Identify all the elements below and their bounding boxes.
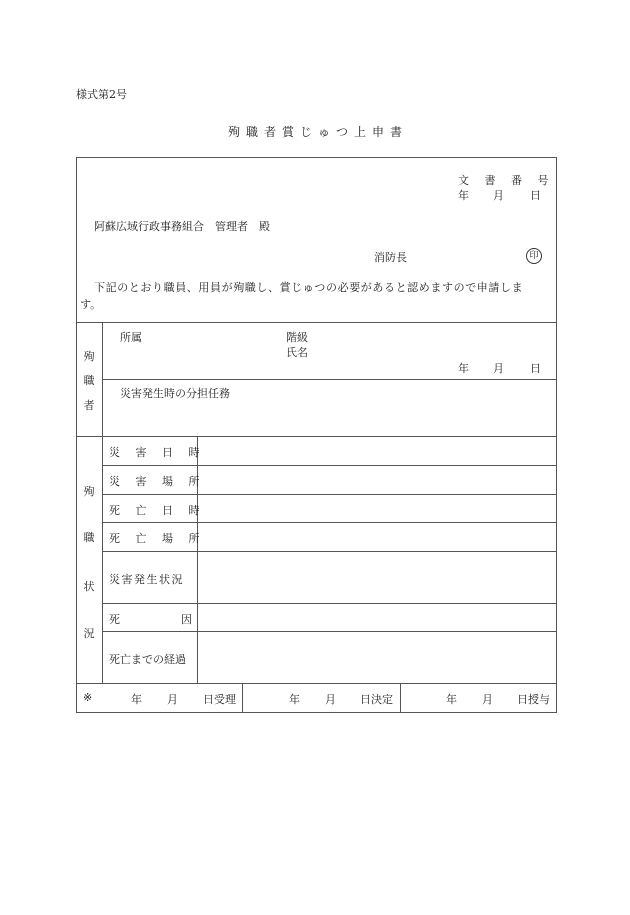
deceased-side-label-3: 者 — [83, 399, 95, 412]
row-label-disaster-situation: 災害発生状況 — [109, 573, 184, 586]
circumstances-side-label-4: 況 — [83, 627, 95, 640]
seal-mark — [526, 248, 542, 264]
death-date-year: 年 — [458, 362, 469, 375]
row-label-death-datetime: 死 亡 日 時 — [109, 504, 206, 517]
death-date-day: 日 — [530, 362, 541, 375]
row-label-cause-left: 死 — [109, 613, 120, 626]
awarded-year: 年 — [446, 693, 457, 706]
row-label-disaster-datetime: 災 害 日 時 — [109, 446, 206, 459]
circumstances-side-label-2: 職 — [83, 531, 95, 544]
row-label-death-place: 死 亡 場 所 — [109, 532, 206, 545]
deceased-side-label-2: 職 — [83, 374, 95, 387]
divider — [400, 683, 401, 712]
deceased-side-label-1: 殉 — [83, 350, 95, 363]
affiliation-label: 所属 — [120, 331, 142, 344]
name-label: 氏名 — [286, 346, 308, 359]
addressee: 阿蘇広域行政事務組合 管理者 殿 — [94, 220, 270, 233]
awarded-month: 月 — [482, 693, 493, 706]
applicant-title: 消防長 — [374, 251, 407, 264]
note-mark: ※ — [83, 691, 93, 704]
statement-line-2: す。 — [80, 298, 102, 311]
form-table — [76, 157, 557, 713]
divider — [102, 379, 557, 380]
document-number-label: 文 書 番 号 — [458, 174, 555, 187]
divider — [242, 683, 243, 712]
divider — [102, 322, 103, 683]
seal-icon: 印 — [526, 248, 542, 264]
date-day: 日 — [530, 189, 541, 202]
divider — [76, 322, 557, 323]
awarded-suffix: 日授与 — [517, 693, 550, 706]
decided-year: 年 — [289, 693, 300, 706]
death-date-month: 月 — [493, 362, 504, 375]
decided-suffix: 日決定 — [360, 693, 393, 706]
date-year: 年 — [458, 189, 469, 202]
received-year: 年 — [131, 693, 142, 706]
divider — [102, 631, 557, 632]
duty-label: 災害発生時の分担任務 — [120, 387, 230, 400]
circumstances-side-label-1: 殉 — [83, 485, 95, 498]
divider — [76, 436, 557, 437]
row-label-disaster-place: 災 害 場 所 — [109, 475, 206, 488]
decided-month: 月 — [325, 693, 336, 706]
statement-line-1: 下記のとおり職員、用員が殉職し、賞じゅつの必要があると認めますので申請しま — [94, 281, 524, 294]
circumstances-side-label-3: 状 — [83, 580, 95, 593]
divider — [102, 465, 557, 466]
rank-label: 階級 — [286, 331, 308, 344]
divider — [102, 494, 557, 495]
divider — [102, 522, 557, 523]
divider — [102, 603, 557, 604]
divider — [76, 683, 557, 684]
form-number: 様式第2号 — [76, 88, 127, 101]
divider — [102, 551, 557, 552]
received-suffix: 日受理 — [203, 693, 236, 706]
row-label-course-until-death: 死亡までの経過 — [109, 653, 186, 666]
date-month: 月 — [493, 189, 504, 202]
document-title: 殉職者賞じゅつ上申書 — [228, 125, 409, 139]
row-label-cause-right: 因 — [181, 613, 192, 626]
received-month: 月 — [167, 693, 178, 706]
